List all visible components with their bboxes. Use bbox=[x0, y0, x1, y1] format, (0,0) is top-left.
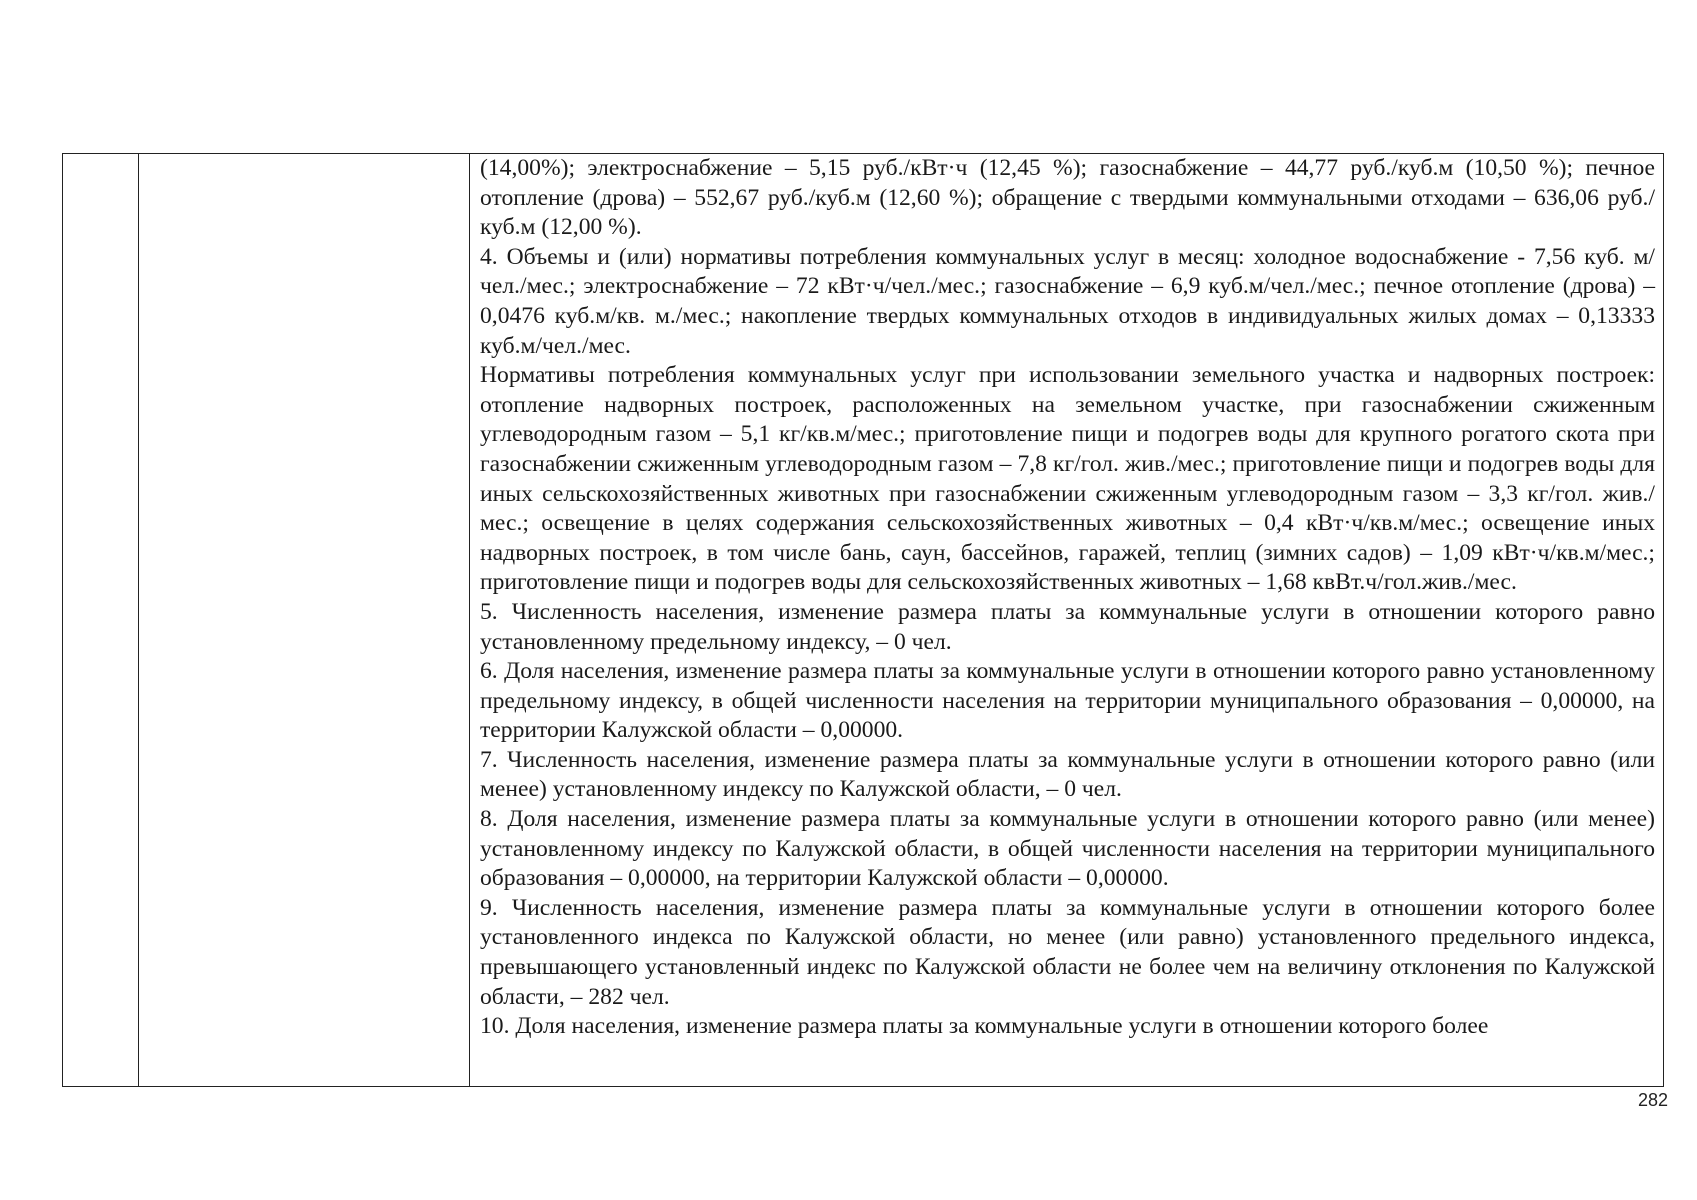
document-table bbox=[62, 153, 1664, 1087]
paragraph-item-8: 8. Доля населения, изменение размера платы за коммунальные услуги в отношении которого равно (или менее) установленному индексу по Калужской области, в общей численности населения на территории муниципального образования – 0,00000, на территории Калужской области – 0,00000. bbox=[480, 806, 1655, 892]
paragraph-item-6: 6. Доля населения, изменение размера платы за коммунальные услуги в отношении которого равно установленному предельному индексу, в общей численности населения на территории муниципального образования – 0,00000, на территории Калужской области – 0,00000. bbox=[480, 658, 1655, 744]
table-cell-name bbox=[139, 154, 470, 1087]
paragraph-consumption-norms: Нормативы потребления коммунальных услуг при использовании земельного участка и надворных построек: отопление надворных построек, расположенных на земельном участке, при газоснабжении сжиженным углеводородным газом – 5,1 кг/кв.м/мес.; приготовление пищи и подогрев воды для крупного рогатого скота при газоснабжении сжиженным углеводородным газом – 7,8 кг/гол. жив./мес.; приготовление пищи и подогрев воды для иных сельскохозяйственных животных при газоснабжении сжиженным углеводородным газом – 3,3 кг/гол. жив./мес.; освещение в целях содержания сельскохозяйственных животных – 0,4 кВт·ч/кв.м/мес.; освещение иных надворных построек, в том числе бань, саун, бассейнов, гаражей, теплиц (зимних садов) – 1,09 кВт·ч/кв.м/мес.; приготовление пищи и подогрев воды для сельскохозяйственных животных – 1,68 квВт.ч/гол.жив./мес. bbox=[480, 362, 1655, 596]
table-cell-content bbox=[470, 154, 1664, 1087]
content-text bbox=[480, 154, 1655, 1042]
paragraph-item-4: 4. Объемы и (или) нормативы потребления коммунальных услуг в месяц: холодное водоснабжение - 7,56 куб. м/чел./мес.; электроснабжение – 72 кВт·ч/чел./мес.; газоснабжение – 6,9 куб.м/чел./мес.; печное отопление (дрова) – 0,0476 куб.м/кв. м./мес.; накопление твердых коммунальных отходов в индивидуальных жилых домах – 0,13333 куб.м/чел./мес. bbox=[480, 243, 1655, 359]
paragraph-item-10: 10. Доля населения, изменение размера платы за коммунальные услуги в отношении которого более bbox=[480, 1013, 1489, 1040]
table-row bbox=[63, 154, 1664, 1087]
paragraph-item-9: 9. Численность населения, изменение размера платы за коммунальные услуги в отношении которого более установленного индекса по Калужской области, но менее (или равно) установленного предельного индекса, превышающего установленный индекс по Калужской области не более чем на величину отклонения по Калужской области, – 282 чел. bbox=[480, 894, 1655, 1010]
table-cell-number bbox=[63, 154, 139, 1087]
paragraph-item-7: 7. Численность населения, изменение размера платы за коммунальные услуги в отношении которого равно (или менее) установленному индексу по Калужской области, – 0 чел. bbox=[480, 746, 1655, 803]
page-number: 282 bbox=[1637, 1090, 1668, 1110]
paragraph-item-5: 5. Численность населения, изменение размера платы за коммунальные услуги в отношении которого равно установленному предельному индексу, – 0 чел. bbox=[480, 598, 1655, 655]
paragraph-tariffs-continued: (14,00%); электроснабжение – 5,15 руб./кВт·ч (12,45 %); газоснабжение – 44,77 руб./куб.м (10,50 %); печное отопление (дрова) – 552,67 руб./куб.м (12,60 %); обращение с твердыми коммунальными отходами – 636,06 руб./куб.м (12,00 %). bbox=[480, 155, 1655, 241]
